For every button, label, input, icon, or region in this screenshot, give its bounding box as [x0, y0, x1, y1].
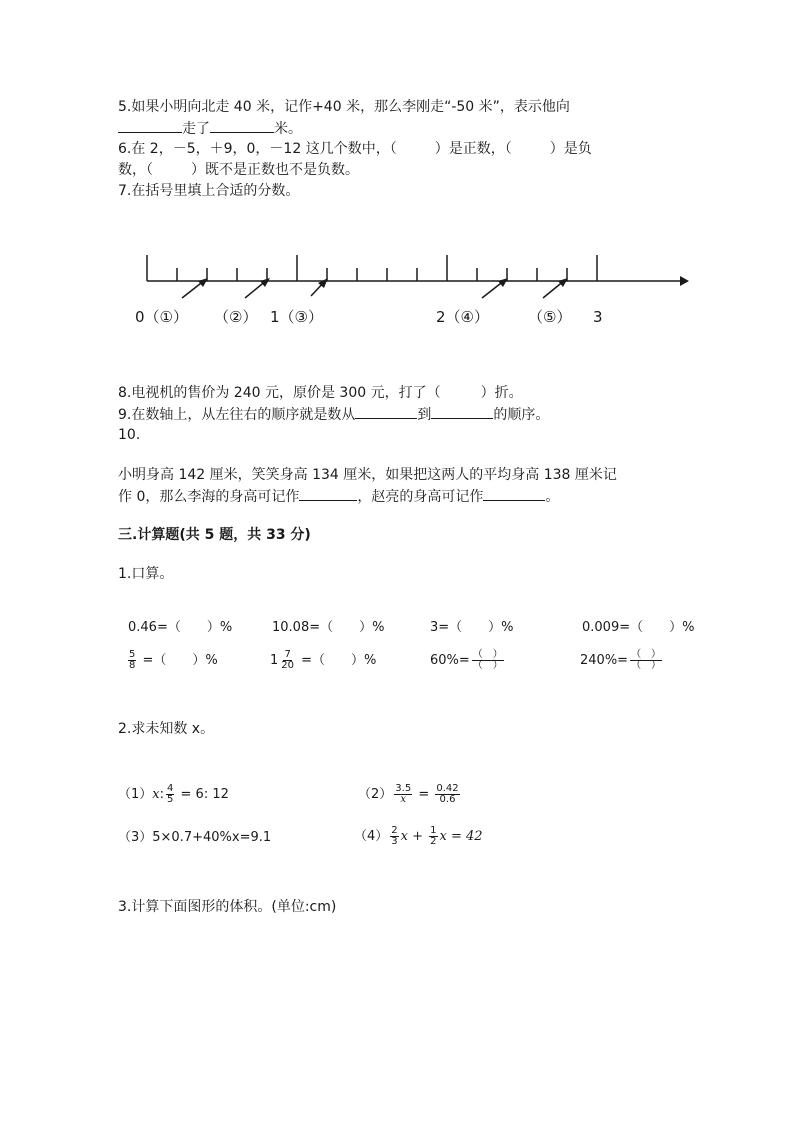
oral-item-4[interactable]: 0.009=（ ）%	[582, 620, 695, 635]
section-heading: 三.计算题(共 5 题，共 33 分)	[118, 527, 311, 543]
q8-line: 8.电视机的售价为 240 元，原价是 300 元，打了（ ）折。	[118, 385, 523, 401]
q5-blank-distance[interactable]	[210, 118, 274, 133]
label-two: 2（④）	[436, 308, 489, 326]
q10-blank-lihai[interactable]	[299, 486, 357, 501]
oral-item-8[interactable]: 240%= $\frac{( )}{( )}$	[580, 649, 662, 671]
fraction: $\frac{3.5}{x}$	[395, 783, 412, 805]
calc2-title: 2.求未知数 x。	[118, 721, 215, 737]
label-blank-2[interactable]: （②）	[214, 308, 258, 326]
q10-line1: 小明身高 142 厘米，笑笑身高 134 厘米，如果把这两人的平均身高 138 厘米记	[118, 467, 617, 483]
q6-line1: 6.在 2，－5，＋9，0，－12 这几个数中，（ ）是正数，（ ）是负	[118, 141, 592, 157]
fraction: $\frac{5}{8}$	[129, 649, 136, 671]
q5-line2: 走了 米。	[118, 118, 302, 139]
q5-blank-direction[interactable]	[118, 118, 182, 133]
oral-item-6[interactable]: 1 $\frac{7}{20}$ =（ ）%	[270, 649, 377, 671]
q9-blank-to[interactable]	[431, 404, 493, 419]
pointer-arrowhead-5	[558, 278, 568, 287]
q9-line: 9.在数轴上，从左往右的顺序就是数从 到 的顺序。	[118, 404, 549, 425]
q7-title: 7.在括号里填上合适的分数。	[118, 183, 300, 199]
q10-line2: 作 0，那么李海的身高可记作 ，赵亮的身高可记作 。	[118, 486, 559, 507]
oral-item-2[interactable]: 10.08=（ ）%	[272, 620, 385, 635]
q6-line2: 数，（ ）既不是正数也不是负数。	[118, 162, 359, 178]
equation-1[interactable]: （1）x: $\frac{4}{5}$ = 6: 12	[118, 783, 229, 805]
label-zero: 0（①）	[135, 308, 188, 326]
pointer-arrowhead-2	[260, 278, 270, 287]
fraction: $\frac{( )}{( )}$	[631, 649, 662, 671]
fraction: $\frac{7}{20}$	[281, 649, 295, 671]
oral-item-7[interactable]: 60%= $\frac{( )}{( )}$	[430, 649, 503, 671]
pointer-arrowhead-1	[198, 278, 208, 287]
fraction: $\frac{( )}{( )}$	[472, 649, 503, 671]
number-line-arrowhead	[680, 276, 689, 286]
q5-line1: 5.如果小明向北走 40 米，记作+40 米，那么李刚走“-50 米”，表示他向	[118, 99, 570, 115]
q10-number: 10.	[118, 427, 141, 443]
calc1-title: 1.口算。	[118, 566, 174, 582]
label-three: 3	[593, 308, 603, 326]
pointer-arrowhead-4	[498, 278, 508, 287]
q9-blank-from[interactable]	[355, 404, 417, 419]
equation-4[interactable]: （4） $\frac{2}{3}$ x + $\frac{1}{2}$ x = 42	[354, 825, 483, 847]
calc3-title: 3.计算下面图形的体积。(单位:cm)	[118, 899, 337, 915]
fraction: $\frac{2}{3}$	[391, 825, 398, 847]
fraction: $\frac{0.42}{0.6}$	[436, 783, 459, 805]
label-blank-5[interactable]: （⑤）	[528, 308, 572, 326]
fraction: $\frac{4}{5}$	[167, 783, 174, 805]
number-line-figure	[0, 240, 794, 310]
q10-blank-zhaoliang[interactable]	[483, 486, 545, 501]
oral-item-3[interactable]: 3=（ ）%	[430, 620, 514, 635]
oral-item-1[interactable]: 0.46=（ ）%	[128, 620, 233, 635]
equation-2[interactable]: （2） $\frac{3.5}{x}$ = $\frac{0.42}{0.6}$	[358, 783, 459, 805]
fraction: $\frac{1}{2}$	[430, 825, 437, 847]
equation-3[interactable]: （3）5×0.7+40%x=9.1	[118, 830, 272, 845]
label-one: 1（③）	[270, 308, 323, 326]
oral-item-5[interactable]: $\frac{5}{8}$ =（ ）%	[129, 649, 218, 671]
